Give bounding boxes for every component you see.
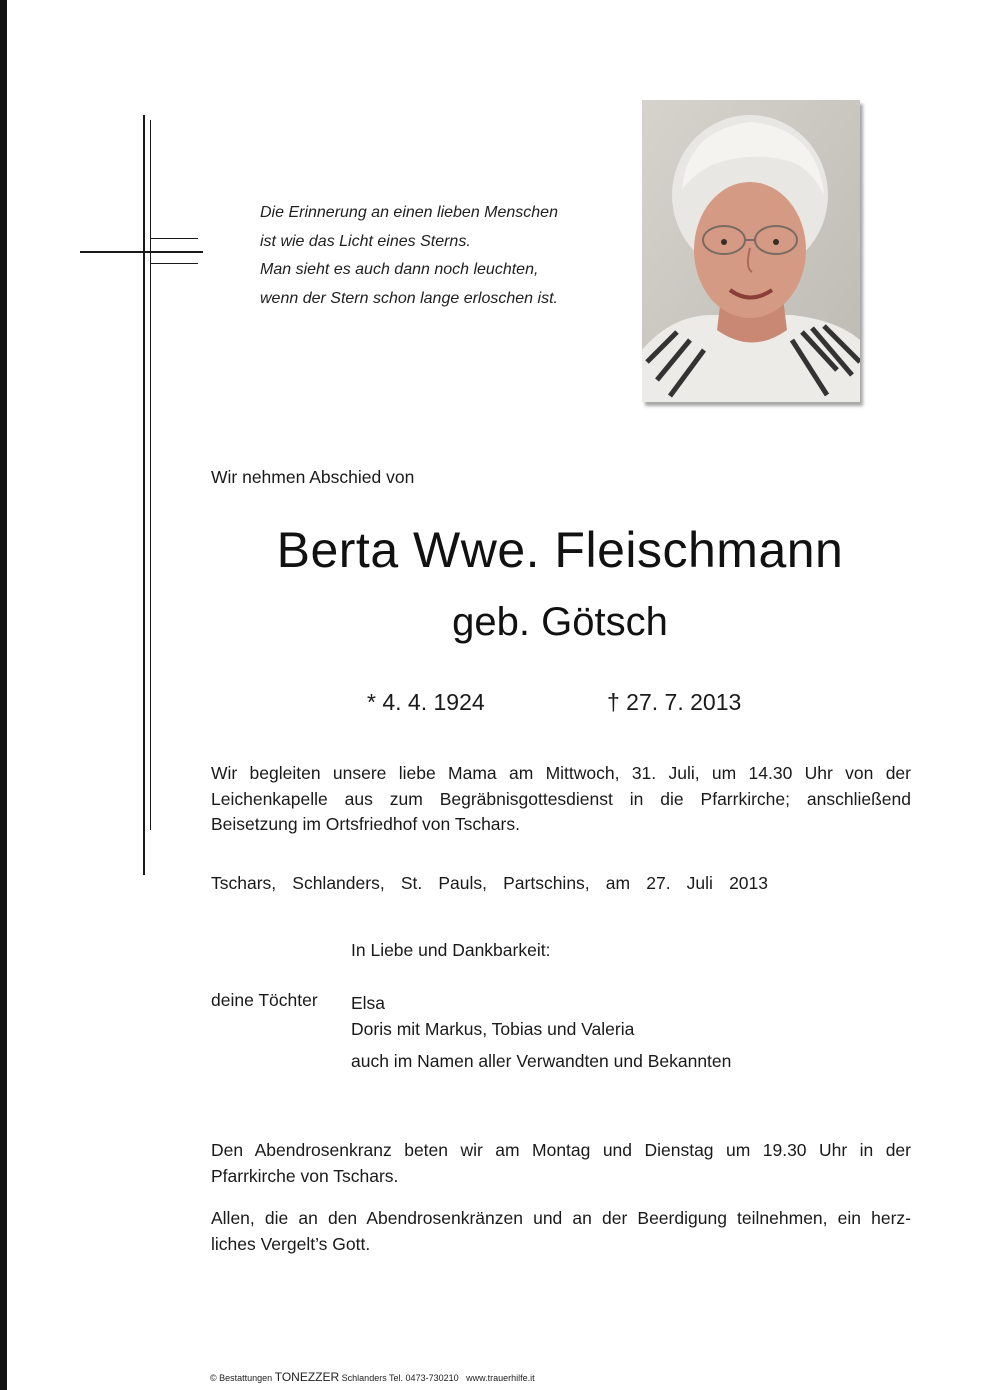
paragraph-line: Allen, die an den Abendrosenkränzen und an der Beerdigung teilnehmen, ein herz- bbox=[211, 1208, 911, 1228]
paragraph-line: Den Abendrosenkranz beten wir am Montag und Dienstag um 19.30 Uhr in der bbox=[211, 1140, 911, 1160]
footer-company: TONEZZER bbox=[274, 1370, 340, 1384]
mourner-list bbox=[351, 990, 634, 1042]
relatives-line: auch im Namen aller Verwandten und Bekannten bbox=[351, 1051, 732, 1071]
birth-date: * 4. 4. 1924 bbox=[367, 689, 485, 715]
paragraph-line: Pfarrkirche von Tschars. bbox=[211, 1165, 399, 1186]
paragraph-line: Leichenkapelle aus zum Begräbnisgottesdienst in die Pfarrkirche; anschließend bbox=[211, 788, 911, 809]
mourner-label: deine Töchter bbox=[211, 990, 318, 1010]
footer-credit bbox=[210, 1370, 535, 1384]
place-date: Tschars, Schlanders, St. Pauls, Partschins, am 27. Juli 2013 bbox=[211, 873, 768, 893]
footer-phone: Tel. 0473-730210 bbox=[389, 1373, 459, 1383]
verse-line: ist wie das Licht eines Sterns. bbox=[260, 232, 471, 250]
death-date: † 27. 7. 2013 bbox=[607, 689, 742, 715]
verse-line: wenn der Stern schon lange erloschen ist. bbox=[260, 289, 558, 307]
intro-text: Wir nehmen Abschied von bbox=[211, 467, 415, 487]
invitation-paragraph bbox=[211, 1206, 911, 1257]
thanks-line: In Liebe und Dankbarkeit: bbox=[351, 940, 551, 960]
rosary-paragraph bbox=[211, 1138, 911, 1189]
verse-line: Die Erinnerung an einen lieben Menschen bbox=[260, 204, 558, 221]
paragraph-line: Beisetzung im Ortsfriedhof von Tschars. bbox=[211, 814, 520, 834]
memorial-verse bbox=[260, 199, 620, 313]
paragraph-line: liches Vergelt’s Gott. bbox=[211, 1233, 371, 1254]
deceased-name: Berta Wwe. Fleischmann bbox=[276, 522, 844, 578]
black-edge-bar bbox=[0, 0, 7, 1390]
footer-prefix: © Bestattungen bbox=[210, 1373, 273, 1383]
mourner-name: Doris mit Markus, Tobias und Valeria bbox=[351, 1019, 635, 1039]
footer-town: Schlanders bbox=[341, 1373, 387, 1383]
portrait-photo bbox=[642, 100, 860, 402]
maiden-name: geb. Götsch bbox=[452, 600, 668, 644]
mourner-name: Elsa bbox=[351, 993, 386, 1013]
funeral-paragraph bbox=[211, 761, 911, 838]
footer-website[interactable]: www.trauerhilfe.it bbox=[466, 1373, 535, 1383]
paragraph-line: Wir begleiten unsere liebe Mama am Mittwoch, 31. Juli, um 14.30 Uhr von der bbox=[211, 763, 911, 783]
verse-line: Man sieht es auch dann noch leuchten, bbox=[260, 261, 539, 278]
